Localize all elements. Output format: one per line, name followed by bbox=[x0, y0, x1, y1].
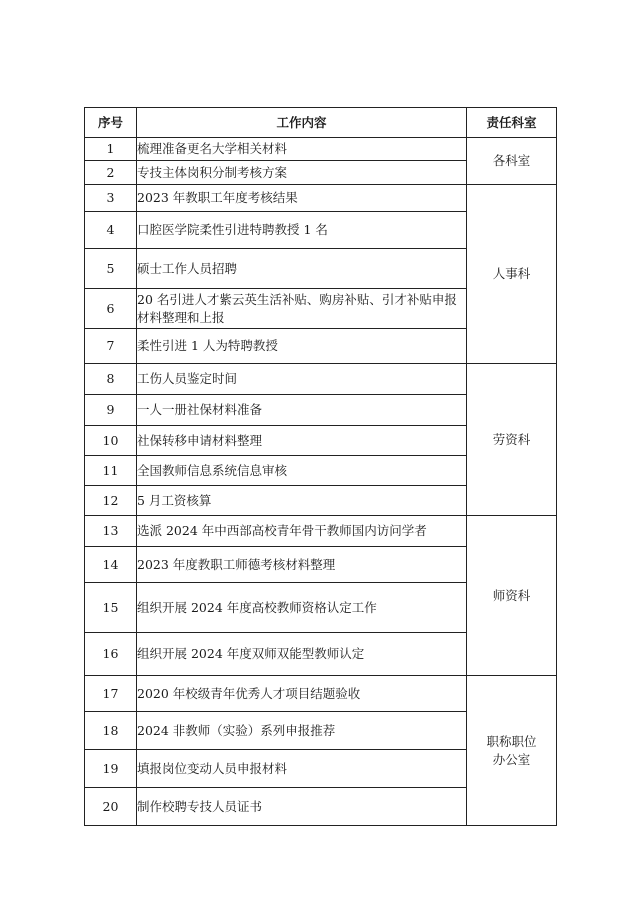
dept-cell-gekeshi: 各科室 bbox=[467, 138, 557, 185]
row-number: 10 bbox=[85, 426, 137, 456]
dept-cell-renshike: 人事科 bbox=[467, 185, 557, 364]
header-department: 责任科室 bbox=[467, 108, 557, 138]
dept-zhicheng-line1: 职称职位 bbox=[486, 733, 537, 749]
row-content: 全国教师信息系统信息审核 bbox=[137, 456, 467, 486]
table-row bbox=[85, 676, 557, 712]
row-number: 3 bbox=[85, 185, 137, 212]
row-content: 工伤人员鉴定时间 bbox=[137, 364, 467, 395]
row-number: 15 bbox=[85, 583, 137, 633]
header-content: 工作内容 bbox=[137, 108, 467, 138]
row-number: 12 bbox=[85, 486, 137, 516]
row-number: 20 bbox=[85, 788, 137, 826]
row-content: 口腔医学院柔性引进特聘教授 1 名 bbox=[137, 212, 467, 249]
row-content: 20 名引进人才紫云英生活补贴、购房补贴、引才补贴申报材料整理和上报 bbox=[137, 289, 467, 329]
row-number: 19 bbox=[85, 750, 137, 788]
row-number: 6 bbox=[85, 289, 137, 329]
row-number: 1 bbox=[85, 138, 137, 161]
dept-cell-laozike: 劳资科 bbox=[467, 364, 557, 516]
row-content: 选派 2024 年中西部高校青年骨干教师国内访问学者 bbox=[137, 516, 467, 547]
row-content: 2020 年校级青年优秀人才项目结题验收 bbox=[137, 676, 467, 712]
dept-zhicheng-line2: 办公室 bbox=[492, 751, 531, 767]
dept-cell-zhicheng bbox=[467, 676, 557, 826]
row-number: 11 bbox=[85, 456, 137, 486]
dept-cell-shizike: 师资科 bbox=[467, 516, 557, 676]
row-number: 14 bbox=[85, 547, 137, 583]
row-content: 组织开展 2024 年度双师双能型教师认定 bbox=[137, 633, 467, 676]
row-number: 17 bbox=[85, 676, 137, 712]
row-content: 硕士工作人员招聘 bbox=[137, 249, 467, 289]
table-row bbox=[85, 138, 557, 161]
row-content: 梳理准备更名大学相关材料 bbox=[137, 138, 467, 161]
row-number: 2 bbox=[85, 161, 137, 185]
row-content: 一人一册社保材料准备 bbox=[137, 395, 467, 426]
row-number: 7 bbox=[85, 329, 137, 364]
row-number: 8 bbox=[85, 364, 137, 395]
row-number: 13 bbox=[85, 516, 137, 547]
row-content: 填报岗位变动人员申报材料 bbox=[137, 750, 467, 788]
row-content: 组织开展 2024 年度高校教师资格认定工作 bbox=[137, 583, 467, 633]
table-row bbox=[85, 364, 557, 395]
row-number: 9 bbox=[85, 395, 137, 426]
row-content: 专技主体岗积分制考核方案 bbox=[137, 161, 467, 185]
row-content: 5 月工资核算 bbox=[137, 486, 467, 516]
row-content: 2024 非教师（实验）系列申报推荐 bbox=[137, 712, 467, 750]
row-number: 16 bbox=[85, 633, 137, 676]
row-number: 18 bbox=[85, 712, 137, 750]
table-row bbox=[85, 185, 557, 212]
row-number: 5 bbox=[85, 249, 137, 289]
table-row bbox=[85, 516, 557, 547]
table-header-row bbox=[85, 108, 557, 138]
row-content: 柔性引进 1 人为特聘教授 bbox=[137, 329, 467, 364]
row-content: 2023 年度教职工师德考核材料整理 bbox=[137, 547, 467, 583]
row-content: 2023 年教职工年度考核结果 bbox=[137, 185, 467, 212]
row-content: 社保转移申请材料整理 bbox=[137, 426, 467, 456]
work-table bbox=[84, 107, 557, 826]
header-number: 序号 bbox=[85, 108, 137, 138]
row-content: 制作校聘专技人员证书 bbox=[137, 788, 467, 826]
row-number: 4 bbox=[85, 212, 137, 249]
